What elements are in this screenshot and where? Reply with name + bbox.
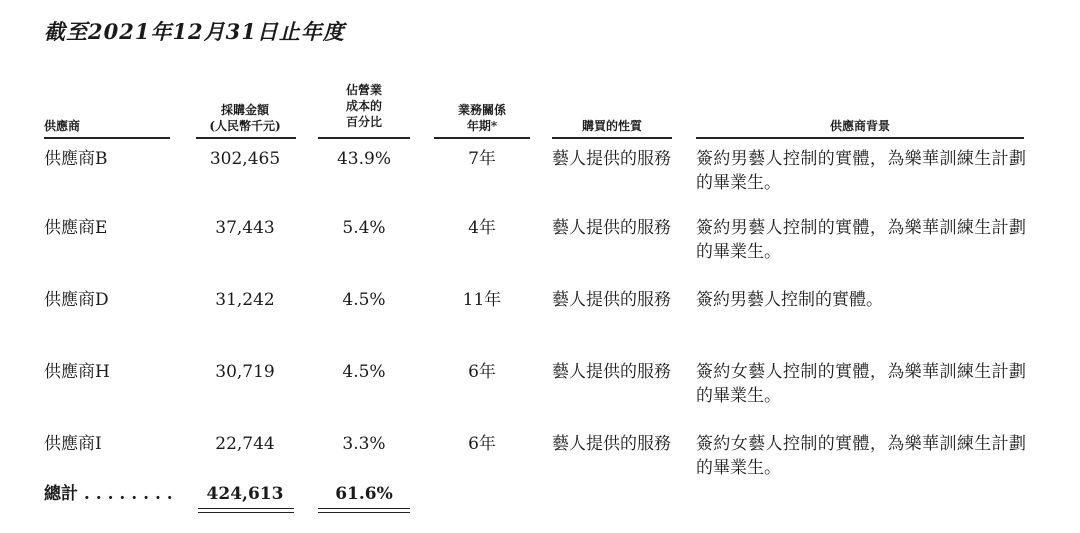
total-percent: 61.6% xyxy=(335,484,393,504)
cell-nature: 藝人提供的服務 xyxy=(552,218,671,238)
header-underline-purchase xyxy=(196,137,296,139)
cell-percent: 43.9% xyxy=(336,149,391,169)
cell-supplier: 供應商B xyxy=(44,149,108,169)
cell-nature: 藝人提供的服務 xyxy=(552,290,671,310)
cell-percent: 4.5% xyxy=(342,290,386,310)
cell-percent: 4.5% xyxy=(342,362,386,382)
header-relationship-years: 業務關係 年期* xyxy=(457,103,506,133)
cell-background: 簽約女藝人控制的實體，為樂華訓練生計劃的畢業生。 xyxy=(696,362,1026,406)
total-amount: 424,613 xyxy=(206,484,284,504)
cell-percent: 3.3% xyxy=(342,434,386,454)
cell-background: 簽約男藝人控制的實體，為樂華訓練生計劃的畢業生。 xyxy=(696,149,1026,193)
header-underline-years xyxy=(434,137,530,139)
cell-nature: 藝人提供的服務 xyxy=(552,362,671,382)
cell-years: 6年 xyxy=(468,434,496,454)
cell-nature: 藝人提供的服務 xyxy=(552,149,671,169)
cell-amount: 31,242 xyxy=(215,290,275,310)
header-purchase-nature: 購買的性質 xyxy=(581,119,642,133)
cell-background: 簽約男藝人控制的實體，為樂華訓練生計劃的畢業生。 xyxy=(696,218,1026,262)
header-supplier: 供應商 xyxy=(44,119,81,133)
cell-amount: 37,443 xyxy=(215,218,275,238)
cell-supplier: 供應商I xyxy=(44,434,102,454)
header-supplier-background: 供應商背景 xyxy=(829,119,890,133)
header-underline-nature xyxy=(552,137,672,139)
cell-years: 11年 xyxy=(462,290,502,310)
header-underline-percent xyxy=(318,137,410,139)
total-percent-double-underline xyxy=(318,508,410,513)
cell-supplier: 供應商D xyxy=(44,290,109,310)
cell-amount: 30,719 xyxy=(215,362,275,382)
cell-supplier: 供應商E xyxy=(44,218,108,238)
cell-amount: 302,465 xyxy=(209,149,281,169)
cell-amount: 22,744 xyxy=(215,434,275,454)
cell-supplier: 供應商H xyxy=(44,362,110,382)
cell-percent: 5.4% xyxy=(342,218,386,238)
cell-background: 簽約女藝人控制的實體，為樂華訓練生計劃的畢業生。 xyxy=(696,434,1026,478)
total-amount-double-underline xyxy=(198,508,294,513)
cell-nature: 藝人提供的服務 xyxy=(552,434,671,454)
header-purchase-amount: 採購金額 (人民幣千元) xyxy=(209,103,281,133)
header-cost-percent: 佔營業 成本的 百分比 xyxy=(345,83,382,129)
cell-years: 4年 xyxy=(468,218,496,238)
header-underline-background xyxy=(696,137,1024,139)
cell-background: 簽約男藝人控制的實體。 xyxy=(696,290,883,310)
cell-years: 6年 xyxy=(468,362,496,382)
cell-years: 7年 xyxy=(468,149,496,169)
table-title: 截至2021年12月31日止年度 xyxy=(44,19,345,44)
header-underline-supplier xyxy=(44,137,170,139)
total-label: 總計 . . . . . . . . xyxy=(44,484,173,504)
